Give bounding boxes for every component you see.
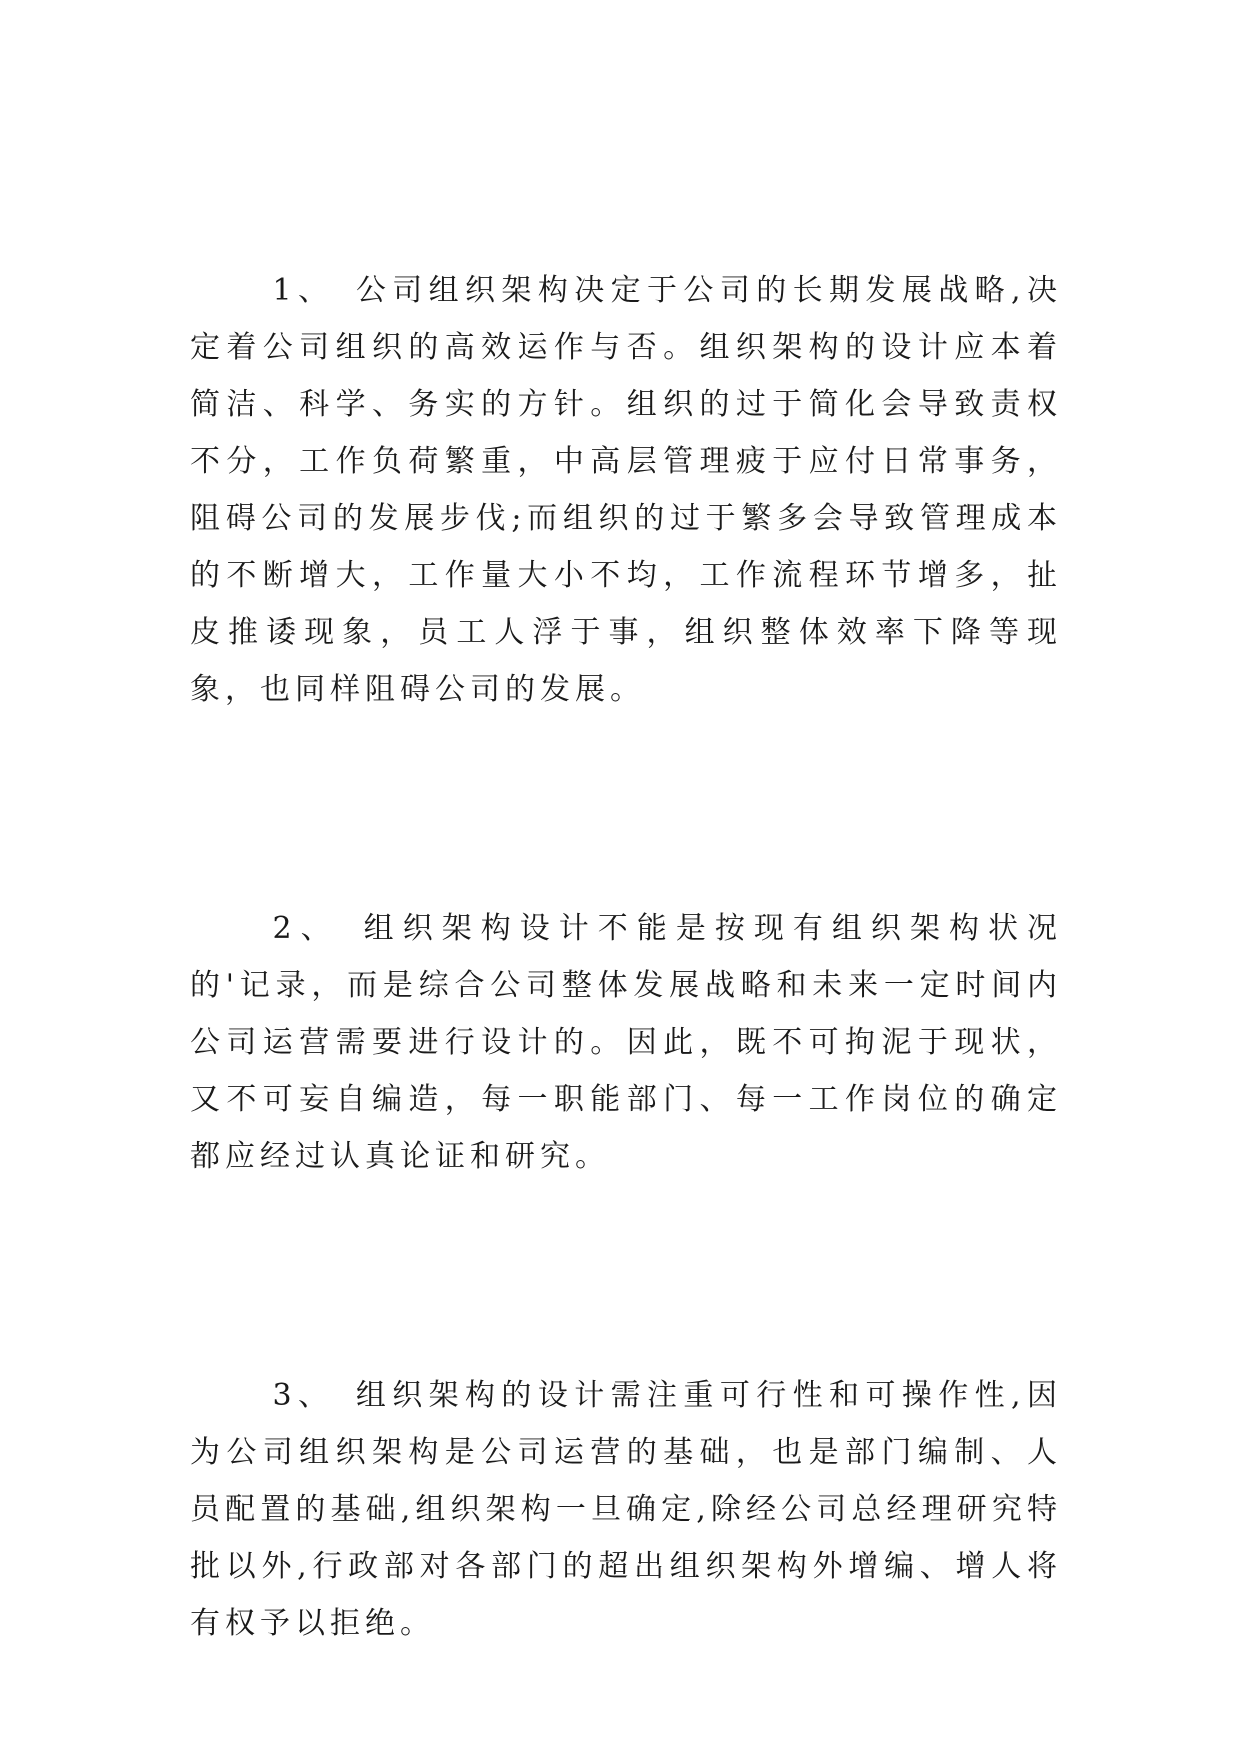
paragraph-1 — [190, 262, 1062, 718]
paragraph-number: 2、 — [272, 911, 325, 946]
paragraph-text: 组织架构的设计需注重可行性和可操作性,因为公司组织架构是公司运营的基础，也是部门编制、人员配置的基础,组织架构一旦确定,除经公司总经理研究特批以外,行政部对各部门的超出组织架构外增编、增人将有权予以拒绝。 — [190, 1378, 1062, 1641]
paragraph-number: 3、 — [272, 1378, 320, 1413]
paragraph-text: 组织架构设计不能是按现有组织架构状况的'记录，而是综合公司整体发展战略和未来一定时间内公司运营需要进行设计的。因此，既不可拘泥于现状，又不可妄自编造，每一职能部门、每一工作岗位的确定都应经过认真论证和研究。 — [190, 911, 1063, 1174]
paragraph-3 — [190, 1367, 1062, 1652]
paragraph-text: 公司组织架构决定于公司的长期发展战略,决定着公司组织的高效运作与否。组织架构的设计应本着简洁、科学、务实的方针。组织的过于简化会导致责权不分，工作负荷繁重，中高层管理疲于应付日常事务，阻碍公司的发展步伐;而组织的过于繁多会导致管理成本的不断增大，工作量大小不均，工作流程环节增多，扯皮推诿现象，员工人浮于事，组织整体效率下降等现象，也同样阻碍公司的发展。 — [190, 273, 1062, 707]
paragraph-2 — [190, 900, 1062, 1185]
paragraph-number: 1、 — [272, 273, 320, 308]
document-body — [190, 262, 1062, 1652]
